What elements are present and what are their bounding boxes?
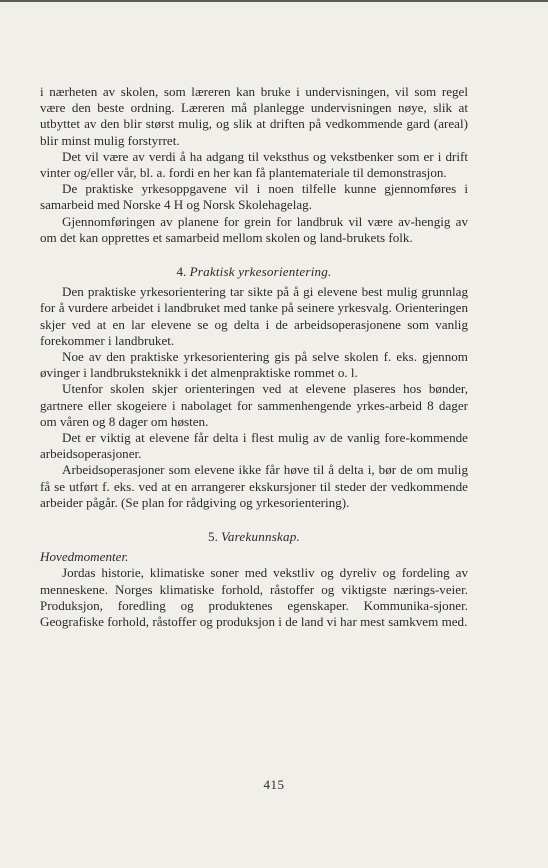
paragraph: Noe av den praktiske yrkesorientering gis på selve skolen f. eks. gjennom øvinger i landbruksteknikk i det almenpraktiske rommet o. l. [40,349,468,381]
paragraph: Det vil være av verdi å ha adgang til veksthus og vekstbenker som er i drift vinter og/eller vår, bl. a. fordi en her kan få plantemateriale til demonstrasjon. [40,148,468,181]
section-title: Praktisk yrkesorientering. [189,264,332,280]
paragraph: De praktiske yrkesoppgavene vil i noen tilfelle kunne gjennomføres i samarbeid med Norske 4 H og Norsk Skolehagelag. [40,181,468,213]
paragraph: Utenfor skolen skjer orienteringen ved at elevene plaseres hos bønder, gartnere eller skogeiere i nabolaget for sammenhengende yrkes-arbeid 8 dager om våren og 8 dager om høsten. [40,381,468,429]
section-number: 4. [176,264,187,280]
section-heading-4 [40,264,468,280]
section-title: Varekunnskap. [221,529,300,545]
paragraph: Jordas historie, klimatiske soner med vekstliv og dyreliv og fordeling av menneskene. Norges klimatiske forhold, råstoffer og viktigste nærings-veier. Produksjon, foredling og produktenes egenskaper. Kommunika-sjoner. Geografiske forhold, råstoffer og produksjon i de land vi har mest samkvem med. [40,565,468,630]
subheading: Hovedmomenter. [40,549,129,565]
paragraph: i nærheten av skolen, som læreren kan bruke i undervisningen, vil som regel være den beste ordning. Læreren må planlegge undervisningen nøye, slik at utbyttet av den blir størst mulig, og slik at driften på vedkommende gard (areal) blir minst mulig forstyrret. [40,84,468,148]
page-number: 415 [263,777,285,792]
section-heading-5 [40,529,468,545]
top-border-line [0,0,548,2]
paragraph: Arbeidsoperasjoner som elevene ikke får høve til å delta i, bør de om mulig få se utført f. eks. ved at en arrangerer ekskursjoner til steder der vedkommende arbeider pågår. (Se plan for rådgiving og yrkesorientering). [40,462,468,510]
section-number: 5. [208,529,218,545]
paragraph: Det er viktig at elevene får delta i flest mulig av de vanlig fore-kommende arbeidsoperasjoner. [40,430,468,462]
page-body [40,84,468,630]
paragraph: Gjennomføringen av planene for grein for landbruk vil være av-hengig av om det kan opprettes et samarbeid mellom skolen og land-brukets folk. [40,213,468,245]
paragraph: Den praktiske yrkesorientering tar sikte på å gi elevene best mulig grunnlag for å vurdere arbeidet i landbruket med tanke på seinere yrkesvalg. Orienteringen skjer ved at en lar elevene se og delta i de arbeidsoperasjonene som vanlig forekommer i landbruket. [40,284,468,348]
